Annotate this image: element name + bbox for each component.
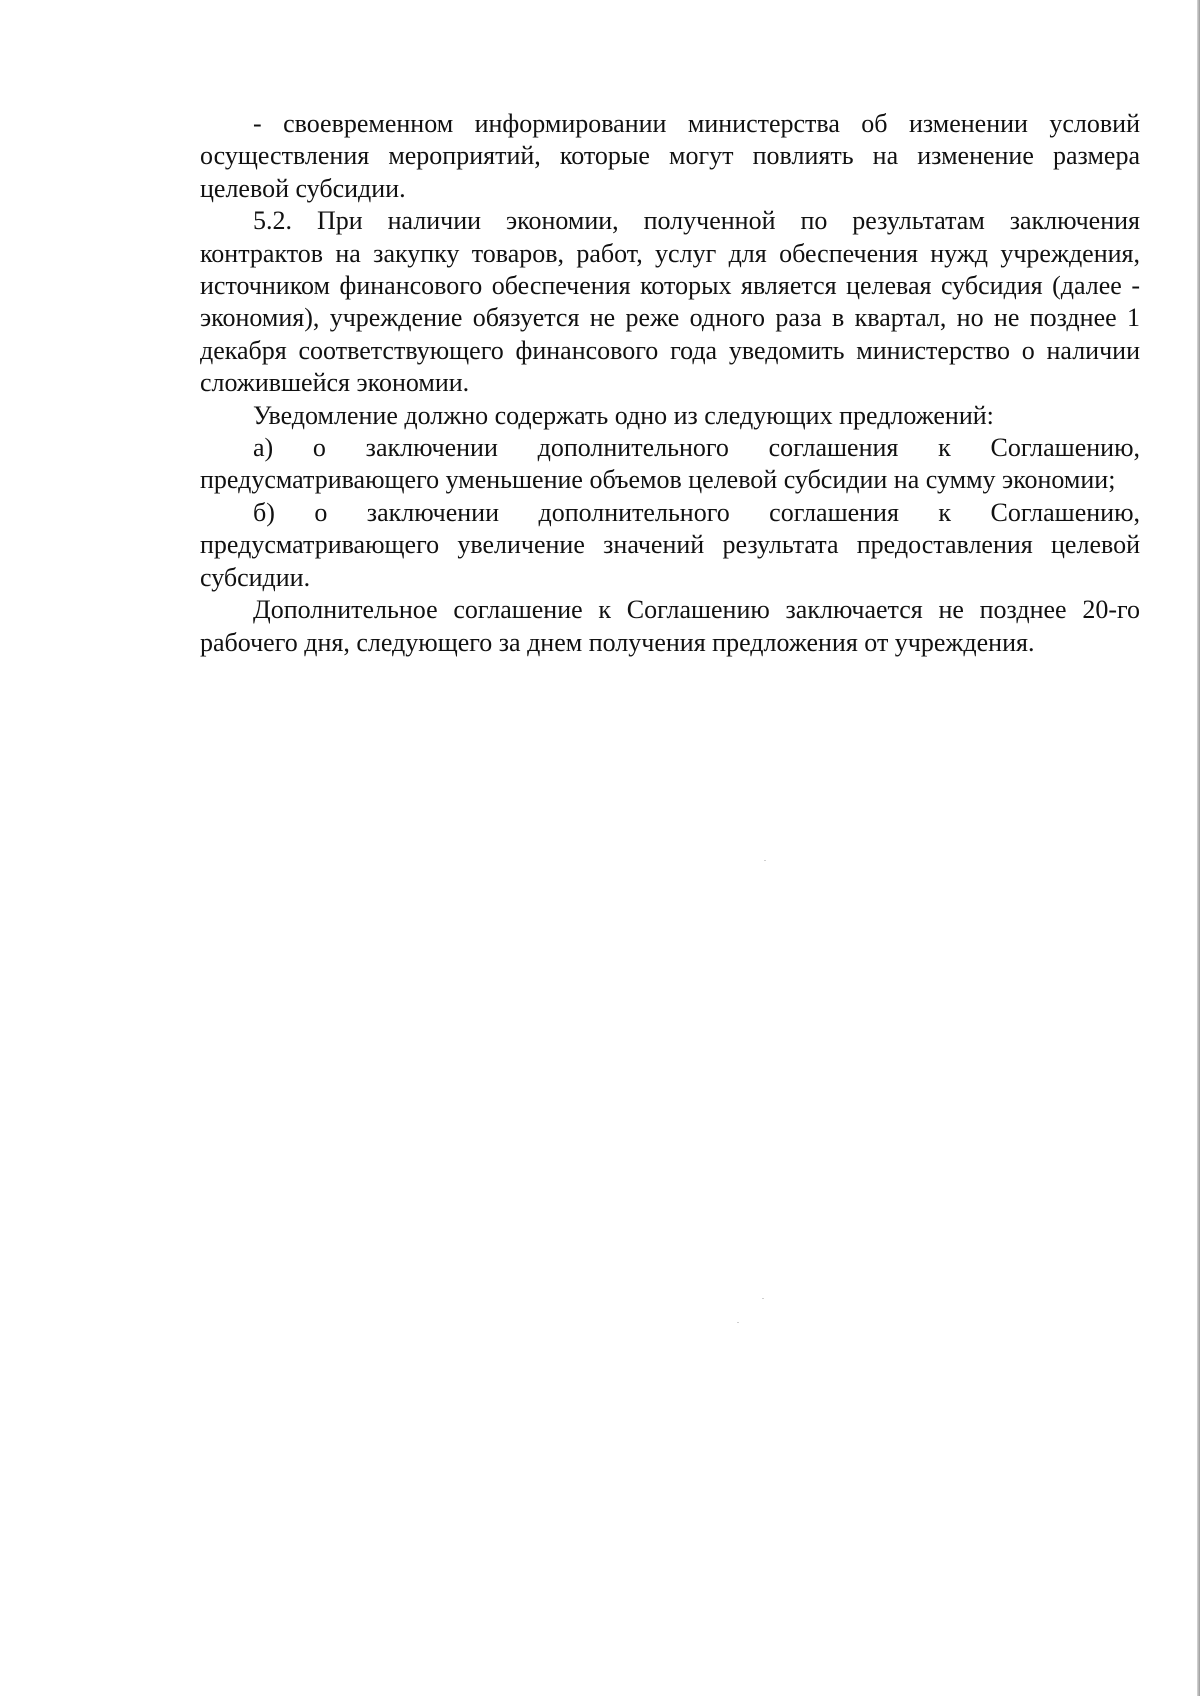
paragraph-additional-agreement: Дополнительное соглашение к Соглашению заключается не позднее 20-го рабочего дня, следующего за днем получения предложения от учреждения.	[200, 595, 1140, 657]
paragraph-5-2-savings: 5.2. При наличии экономии, полученной по результатам заключения контрактов на закупку товаров, работ, услуг для обеспечения нужд учреждения, источником финансового обеспечения которых является целевая субсидия (далее - экономия), учреждение обязуется не реже одного раза в квартал, но не позднее 1 декабря соответствующего финансового года уведомить министерство о наличии сложившейся экономии.	[200, 206, 1140, 398]
paragraph-notice-contents: Уведомление должно содержать одно из следующих предложений:	[253, 400, 994, 430]
scan-speck	[762, 1298, 764, 1299]
paragraph-informing-ministry: - своевременном информировании министерства об изменении условий осуществления мероприятий, которые могут повлиять на изменение размера целевой субсидии.	[200, 109, 1140, 203]
paragraph-option-b: б) о заключении дополнительного соглашения к Соглашению, предусматривающего увеличение значений результата предоставления целевой субсидии.	[200, 497, 1140, 592]
document-body	[200, 108, 1140, 659]
scan-speck	[737, 1322, 739, 1323]
scan-speck	[764, 860, 766, 861]
paragraph-option-a: а) о заключении дополнительного соглашения к Соглашению, предусматривающего уменьшение объемов целевой субсидии на сумму экономии;	[200, 433, 1140, 495]
